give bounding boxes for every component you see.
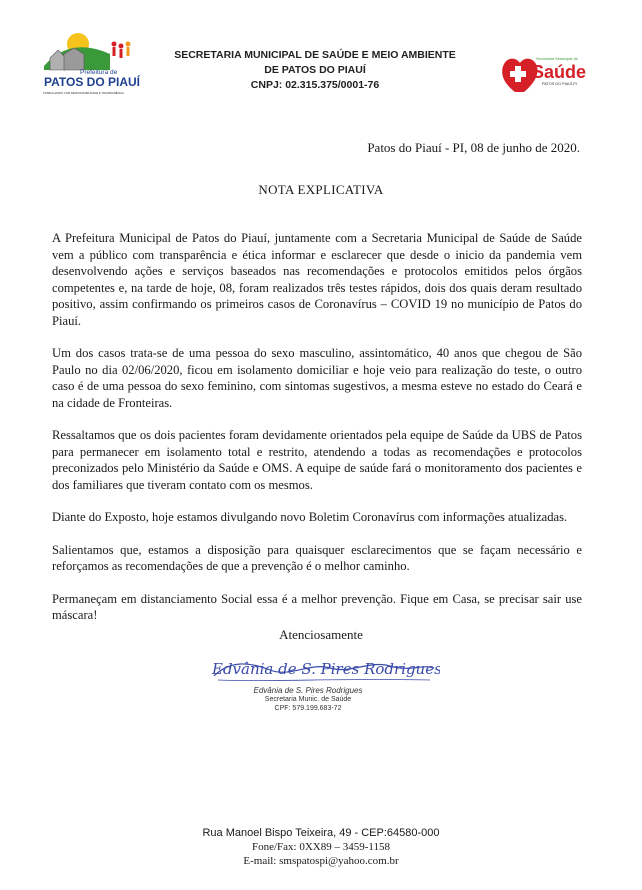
document-title: NOTA EXPLICATIVA: [258, 182, 384, 197]
header-line1: SECRETARIA MUNICIPAL DE SAÚDE E MEIO AMBIENTE: [174, 49, 456, 61]
saude-logo-small: Secretaria Municipal de: [536, 56, 578, 61]
footer: [0, 826, 642, 868]
footer-email: E-mail: smspatospi@yahoo.com.br: [243, 855, 399, 867]
footer-phone: Fone/Fax: 0XX89 – 3459-1158: [251, 841, 390, 853]
document-body: [52, 230, 582, 640]
saude-logo-word: Saúde: [532, 62, 587, 82]
paragraph: A Prefeitura Municipal de Patos do Piauí, juntamente com a Secretaria Municipal de Saúde de Saúde vem a público com transparência e ética informar e esclarecer que desde o inicio da pandemia vem desenvolvendo ações e serviços baseados nas recomendações e protocolos emitidos pelos órgãos competentes e, na tarde de hoje, 08, foram realizados três testes rápidos, dois dos quais deram resultado positivo, assim confirmando os primeiros casos de Coronavírus – COVID 19 no município de Patos do Piauí.: [52, 231, 582, 328]
signature-stamp: [248, 686, 368, 713]
stamp-name: Edvânia de S. Pires Rodrigues: [253, 686, 363, 695]
paragraph: Um dos casos trata-se de uma pessoa do sexo masculino, assintomático, 40 anos que chegou de São Paulo no dia 02/06/2020, ficou em isolamento domiciliar e hoje veio para realização do teste, o outro caso é de uma pessoa do sexo feminino, com sintomas sugestivos, a mesma esteve no estado do Ceará e na cidade de Fronteiras.: [52, 346, 582, 410]
header-line2: DE PATOS DO PIAUÍ: [264, 64, 366, 76]
document-date: Patos do Piauí - PI, 08 de junho de 2020.: [367, 140, 580, 155]
stamp-role: Secretaria Munic. de Saúde: [264, 696, 352, 703]
letterhead: [160, 48, 470, 93]
paragraph: Diante do Exposto, hoje estamos divulgando novo Boletim Coronavírus com informações atualizadas.: [52, 510, 568, 524]
closing-salutation: Atenciosamente: [279, 627, 363, 642]
footer-address: Rua Manoel Bispo Teixeira, 49 - CEP:64580-000: [202, 827, 440, 839]
logo-line2: PATOS DO PIAUÍ: [44, 75, 140, 89]
paragraph: Permaneçam em distanciamento Social essa é a melhor prevenção. Fique em Casa, se precisar sair use máscara!: [52, 591, 582, 622]
paragraph: Ressaltamos que os dois pacientes foram devidamente orientados pela equipe de Saúde da UBS de Patos para permanecer em isolamento total e restrito, atendendo a todas as recomendações e protocolos preconizados pelo Ministério da Saúde e OMS. A equipe de saúde fará o monitoramento dos pacientes e dos familiares que tiveram contato com os mesmos.: [52, 428, 582, 492]
signature-script: Edvânia de S. Pires Rodrigues: [212, 660, 440, 678]
logo-line1: Prefeitura de: [80, 69, 118, 76]
saude-logo: [498, 48, 588, 98]
prefeitura-logo: [40, 30, 140, 100]
header-cnpj: CNPJ: 02.315.375/0001-76: [250, 79, 380, 91]
saude-logo-sub: PATOS DO PIAUÍ-PI: [542, 82, 577, 86]
paragraph: Salientamos que, estamos a disposição para quaisquer esclarecimentos que se façam necessário e reforçamos as recomendações de que a prevenção é o melhor caminho.: [52, 542, 582, 573]
logo-tagline: TRABALHANDO COM RESPONSABILIDADE E TRANSPARÊNCIA: [43, 92, 124, 95]
stamp-cpf: CPF: 579.199.683-72: [274, 705, 342, 712]
